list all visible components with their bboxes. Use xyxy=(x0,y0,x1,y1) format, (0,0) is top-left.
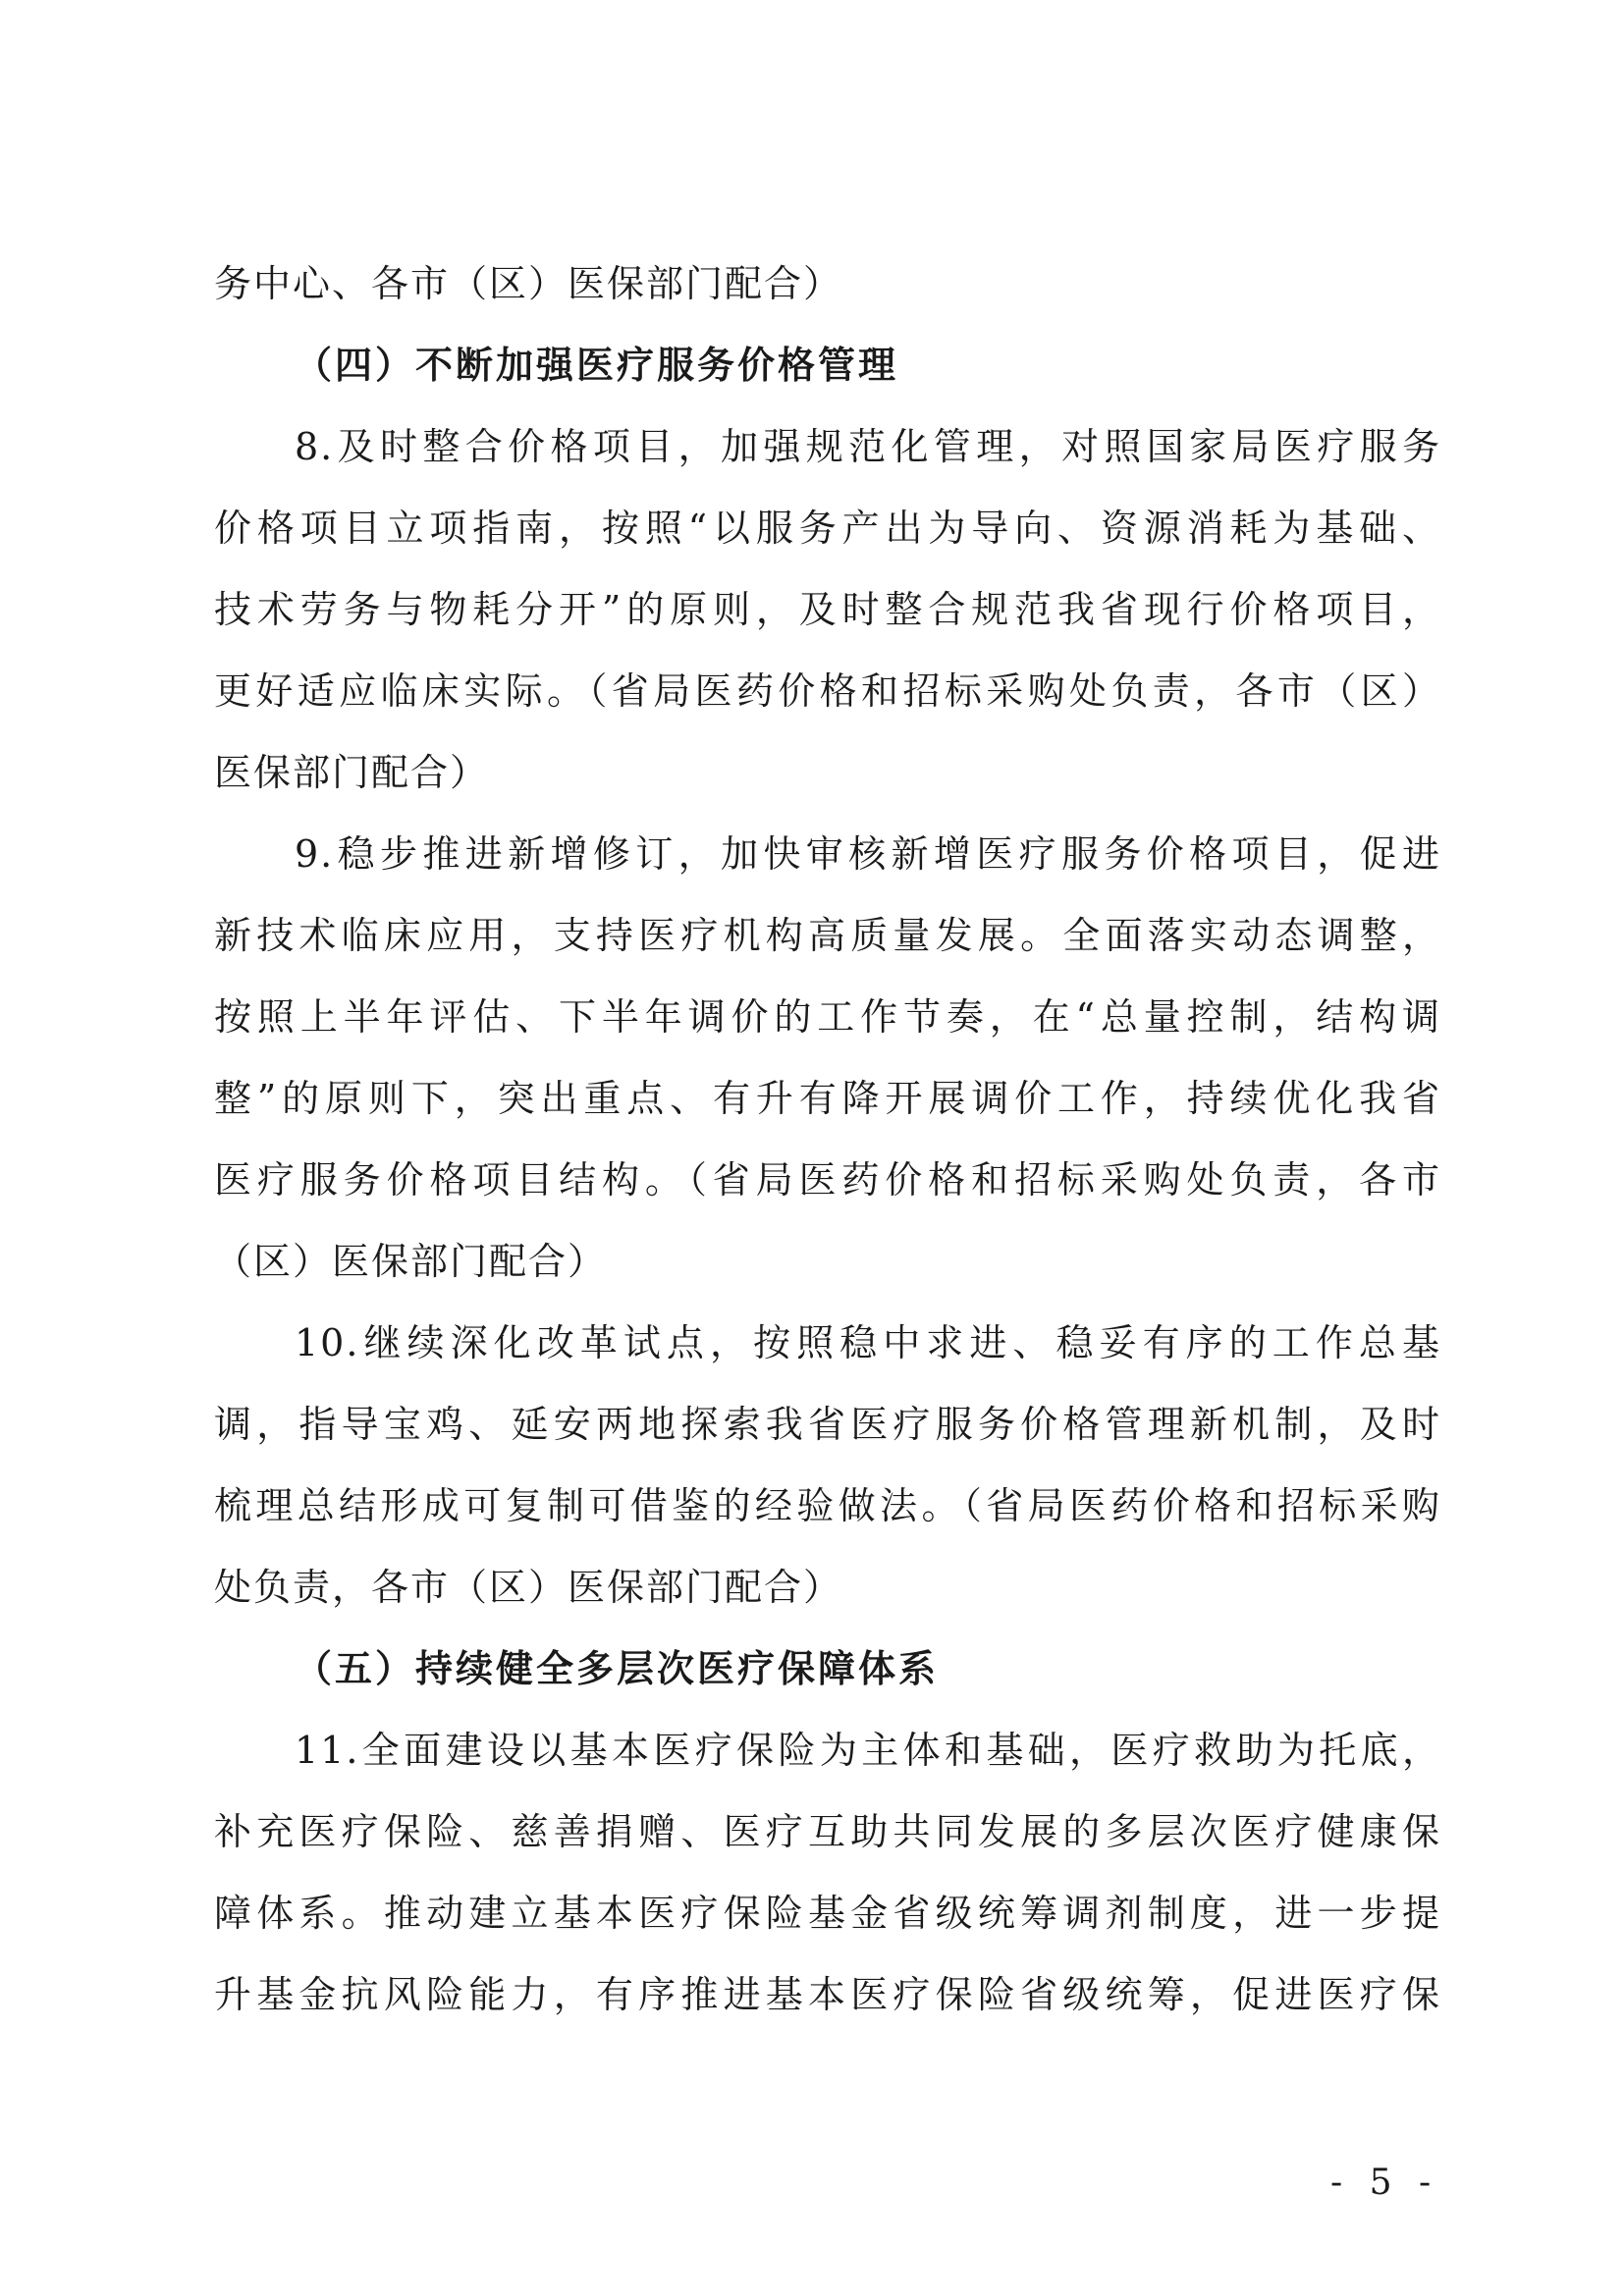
text-line: （区）医保部门配合） xyxy=(214,1240,608,1283)
text-line: 按照上半年评估、下半年调价的工作节奏，在“总量控制，结构调 xyxy=(214,995,1441,1039)
text-line: 价格项目立项指南，按照“以服务产出为导向、资源消耗为基础、 xyxy=(214,507,1441,550)
section-heading: （五）持续健全多层次医疗保障体系 xyxy=(295,1647,940,1690)
text-line: 整”的原则下，突出重点、有升有降开展调价工作，持续优化我省 xyxy=(214,1077,1441,1120)
text-line: 升基金抗风险能力，有序推进基本医疗保险省级统筹，促进医疗保 xyxy=(214,1973,1441,2016)
text-line: 新技术临床应用，支持医疗机构高质量发展。全面落实动态调整， xyxy=(214,914,1441,957)
paragraph-first-line: 9.稳步推进新增修订，加快审核新增医疗服务价格项目，促进 xyxy=(295,832,1441,876)
text-line: 处负责，各市（区）医保部门配合） xyxy=(214,1566,843,1609)
text-line: 梳理总结形成可复制可借鉴的经验做法。（省局医药价格和招标采购 xyxy=(214,1484,1441,1527)
paragraph-first-line: 11.全面建设以基本医疗保险为主体和基础，医疗救助为托底， xyxy=(295,1729,1441,1772)
page-number: - 5 - xyxy=(1330,2163,1439,2203)
text-line: 补充医疗保险、慈善捐赠、医疗互助共同发展的多层次医疗健康保 xyxy=(214,1810,1441,1853)
text-line: 调，指导宝鸡、延安两地探索我省医疗服务价格管理新机制，及时 xyxy=(214,1403,1441,1446)
paragraph-first-line: 10.继续深化改革试点，按照稳中求进、稳妥有序的工作总基 xyxy=(295,1321,1441,1364)
text-line: 医保部门配合） xyxy=(214,751,490,794)
paragraph-first-line: 8.及时整合价格项目，加强规范化管理，对照国家局医疗服务 xyxy=(295,425,1441,468)
text-line: 障体系。推动建立基本医疗保险基金省级统筹调剂制度，进一步提 xyxy=(214,1892,1441,1935)
text-line: 技术劳务与物耗分开”的原则，及时整合规范我省现行价格项目， xyxy=(214,588,1441,631)
section-heading: （四）不断加强医疗服务价格管理 xyxy=(295,344,899,387)
text-line: 更好适应临床实际。（省局医药价格和招标采购处负责，各市（区） xyxy=(214,669,1441,713)
text-line: 医疗服务价格项目结构。（省局医药价格和招标采购处负责，各市 xyxy=(214,1158,1441,1201)
text-line: 务中心、各市（区）医保部门配合） xyxy=(214,262,843,305)
